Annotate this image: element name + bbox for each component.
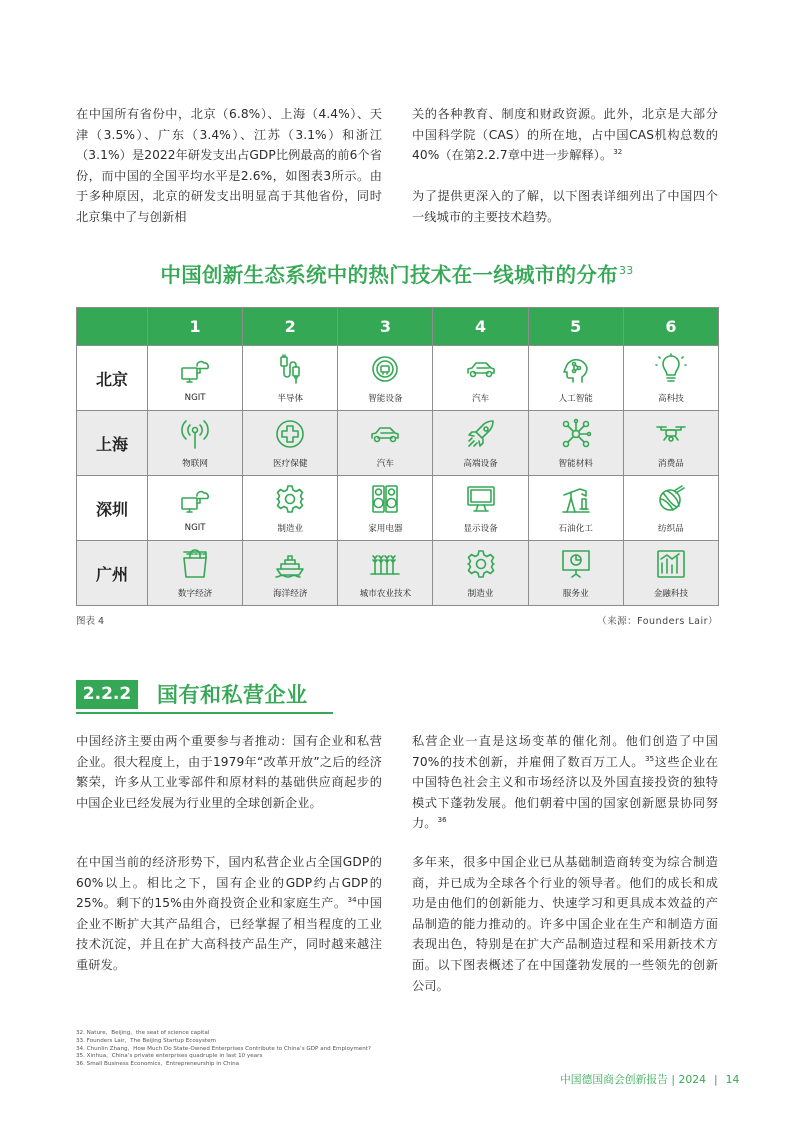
tech-cell: [433, 541, 528, 606]
intro-right-paragraph-2: 为了提供更深入的了解，以下图表详细列出了中国四个一线城市的主要技术趋势。: [412, 189, 718, 224]
figure-title: 中国创新生态系统中的热门技术在一线城市的分布$^{33}$: [160, 263, 634, 287]
table-row: [77, 346, 719, 411]
gear-icon: [465, 548, 497, 584]
tech-item: [529, 476, 623, 540]
tech-label: 智能材料: [558, 458, 593, 469]
table-row: [77, 541, 719, 606]
column-header: 1: [148, 308, 243, 346]
figure-label: 图表 4: [76, 616, 105, 627]
tech-distribution-table: [76, 307, 719, 606]
section-right-paragraph-2: 多年来，很多中国企业已从基础制造商转变为综合制造商，并已成为全球各个行业的领导者。他们的成长和成功是由他们的创新能力、快速学习和更具成本效益的产品制造的能力推动的。许多中国企业在生产和制造方面表现出色，特别是在扩大产品制造过程和采用新技术方面。以下图表概述了在中国蓬勃发展的一些领先的创新公司。: [412, 855, 718, 993]
yarn-icon: [655, 483, 687, 519]
tech-label: 汽车: [376, 458, 394, 469]
tech-label: 显示设备: [463, 523, 498, 534]
tech-item: [148, 346, 242, 410]
tech-item: [433, 476, 527, 540]
city-label: 广州: [77, 541, 148, 606]
footnote-ref-35[interactable]: 35: [645, 754, 655, 763]
tech-item: [338, 411, 432, 475]
ai-head-icon: [560, 353, 592, 389]
oil-pump-icon: [560, 483, 592, 519]
tech-label: 纺织品: [657, 523, 684, 534]
tech-cell: [243, 541, 338, 606]
tech-cell: [433, 346, 528, 411]
footnote-item: 34. Chunlin Zhang，How Much Do State-Owned Enterprises Contribute to China’s GDP and Employment?: [76, 1045, 371, 1052]
footnote-item: 33. Founders Lair，The Beijing Startup Ecosystem: [76, 1037, 216, 1044]
page-footer: [560, 1072, 739, 1087]
tech-cell: [528, 476, 623, 541]
tech-label: 汽车: [471, 393, 490, 404]
medical-cross-icon: [274, 418, 306, 454]
figure-source: （来源：Founders Lair）: [597, 616, 718, 627]
section-title: 国有和私营企业: [157, 683, 308, 707]
tech-label: 医疗保健: [273, 458, 308, 469]
iot-signal-icon: [179, 418, 211, 454]
column-header: 4: [433, 308, 528, 346]
tech-label: 人工智能: [558, 393, 593, 404]
tech-item: [243, 541, 337, 605]
tech-cell: [338, 476, 433, 541]
ship-icon: [274, 548, 306, 584]
section-left-paragraph-2: 在中国当前的经济形势下，国内私营企业占全国GDP的60%以上。相比之下，国有企业的GDP约占GDP的25%。剩下的15%由外商投资企业和家庭生产。$^{34}$中国企业不断扩大其产品组合，已经掌握了相当程度的工业技术沉淀，并且在扩大高科技产品生产，同时越来越注重研发。: [76, 855, 382, 972]
speaker-icon: [369, 483, 401, 519]
city-label: 深圳: [77, 476, 148, 541]
tech-item: [624, 411, 718, 475]
tech-cell: [528, 411, 623, 476]
tech-label: 制造业: [467, 588, 494, 599]
table-corner-cell: [77, 308, 148, 346]
tech-label: 半导体: [277, 393, 304, 404]
tech-label: 海洋经济: [273, 588, 308, 599]
tech-cell: [623, 476, 718, 541]
tech-label: 家用电器: [368, 523, 403, 534]
tech-item: [624, 541, 718, 605]
tech-item: [529, 411, 623, 475]
tech-item: [243, 411, 337, 475]
monitor-cloud-icon: [179, 354, 211, 390]
tech-item: [243, 346, 337, 410]
tech-label: NGIT: [184, 392, 206, 403]
footnote-ref-33[interactable]: 33: [619, 264, 634, 277]
table-row: [77, 476, 719, 541]
tech-cell: [433, 411, 528, 476]
tech-item: [338, 541, 432, 605]
tech-item: [529, 541, 623, 605]
page-number: 14: [725, 1073, 740, 1086]
tech-item: [148, 541, 242, 605]
tech-label: 物联网: [182, 458, 208, 469]
tech-item: [148, 476, 242, 540]
city-label: 北京: [77, 346, 148, 411]
tech-cell: [528, 541, 623, 606]
molecule-icon: [560, 418, 592, 454]
tech-item: [529, 346, 623, 410]
column-header: 2: [243, 308, 338, 346]
monitor-cloud-icon: [179, 484, 211, 520]
section-left-paragraph-1: 中国经济主要由两个重要参与者推动：国有企业和私营企业。很大程度上，由于1979年“改革开放”之后的经济繁荣，许多从工业零部件和原材料的基础供应商起步的中国企业已经发展为行业里的全球创新企业。: [76, 734, 382, 810]
tech-label: 消费品: [657, 458, 684, 469]
tech-cell: [623, 411, 718, 476]
tech-cell: [528, 346, 623, 411]
tech-label: 高端设备: [463, 458, 498, 469]
tech-cell: [148, 346, 243, 411]
car-icon: [465, 353, 497, 389]
column-header: 5: [528, 308, 623, 346]
table-header-row: [77, 308, 719, 346]
tech-cell: [148, 476, 243, 541]
tech-label: 高科技: [657, 393, 684, 404]
section-right-paragraph-1: 私营企业一直是这场变革的催化剂。他们创造了中国70%的技术创新，并雇佣了数百万工人。$^{35}$这些企业在中国特色社会主义和市场经济以及外国直接投资的独特模式下蓬勃发展。他们朝着中国的国家创新愿景协同努力。$^{36}$: [412, 734, 719, 831]
tech-cell: [338, 411, 433, 476]
tech-cell: [433, 476, 528, 541]
car-icon: [369, 418, 401, 454]
tech-label: 智能设备: [368, 393, 403, 404]
tech-label: 制造业: [277, 523, 304, 534]
tech-item: [433, 346, 527, 410]
semiconductor-icon: [274, 353, 306, 389]
tech-cell: [243, 346, 338, 411]
tech-item: [433, 411, 527, 475]
tech-cell: [243, 476, 338, 541]
drone-icon: [655, 418, 687, 454]
footnote-ref-32[interactable]: 32: [613, 148, 623, 157]
column-header: 6: [623, 308, 718, 346]
footer-separator: |: [713, 1073, 718, 1086]
tech-item: [338, 346, 432, 410]
tech-label: 金融科技: [653, 588, 689, 599]
tech-item: [243, 476, 337, 540]
tech-item: [148, 411, 242, 475]
tech-label: 数字经济: [177, 588, 213, 599]
tech-cell: [243, 411, 338, 476]
intro-left-paragraph: 在中国所有省份中，北京（6.8%）、上海（4.4%）、天津（3.5%）、广东（3.4%）、江苏（3.1%）和浙江（3.1%）是2022年研发支出占GDP比例最高的前6个省份，而中国的全国平均水平是2.6%，如图表3所示。由于多种原因，北京的研发支出明显高于其他省份，同时北京集中了与创新相: [76, 107, 382, 224]
tech-item: [433, 541, 527, 605]
shopping-bag-icon: [179, 548, 211, 584]
tech-cell: [623, 346, 718, 411]
presentation-icon: [560, 548, 592, 584]
column-header: 3: [338, 308, 433, 346]
tech-label: 石油化工: [558, 523, 593, 534]
footnotes: [76, 1030, 436, 1069]
tech-item: [624, 346, 718, 410]
tech-item: [338, 476, 432, 540]
intro-right-paragraph: 关的各种教育、制度和财政资源。此外，北京是大部分中国科学院（CAS）的所在地，占中国CAS机构总数的40%（在第2.2.7章中进一步解释）。$^{32}$: [412, 107, 718, 163]
footer-report-title: 中国德国商会创新报告 | 2024: [560, 1073, 706, 1086]
tech-item: [624, 476, 718, 540]
city-label: 上海: [77, 411, 148, 476]
lightbulb-icon: [655, 353, 687, 389]
finance-chart-icon: [655, 548, 687, 584]
tech-label: 城市农业技术: [359, 588, 412, 599]
tech-cell: [338, 541, 433, 606]
footnote-ref-36[interactable]: 36: [437, 816, 447, 825]
tech-cell: [338, 346, 433, 411]
footnote-item: 36. Small Business Economics，Entrepreneurship in China: [76, 1061, 240, 1068]
section-underline: [76, 712, 333, 714]
crops-icon: [369, 548, 401, 584]
gear-icon: [274, 483, 306, 519]
section-number: 2.2.2: [76, 680, 138, 709]
footnote-item: 35. Xinhua，China’s private enterprises quadruple in last 10 years: [76, 1053, 263, 1060]
tech-cell: [148, 411, 243, 476]
display-icon: [465, 483, 497, 519]
footnote-ref-34[interactable]: 34: [347, 896, 357, 905]
rocket-icon: [465, 418, 497, 454]
tech-cell: [623, 541, 718, 606]
smart-device-icon: [369, 353, 401, 389]
tech-label: NGIT: [184, 522, 206, 533]
tech-label: 服务业: [562, 588, 589, 599]
tech-cell: [148, 541, 243, 606]
footnote-item: 32. Nature，Beijing，the seat of science capital: [76, 1030, 210, 1036]
table-row: [77, 411, 719, 476]
